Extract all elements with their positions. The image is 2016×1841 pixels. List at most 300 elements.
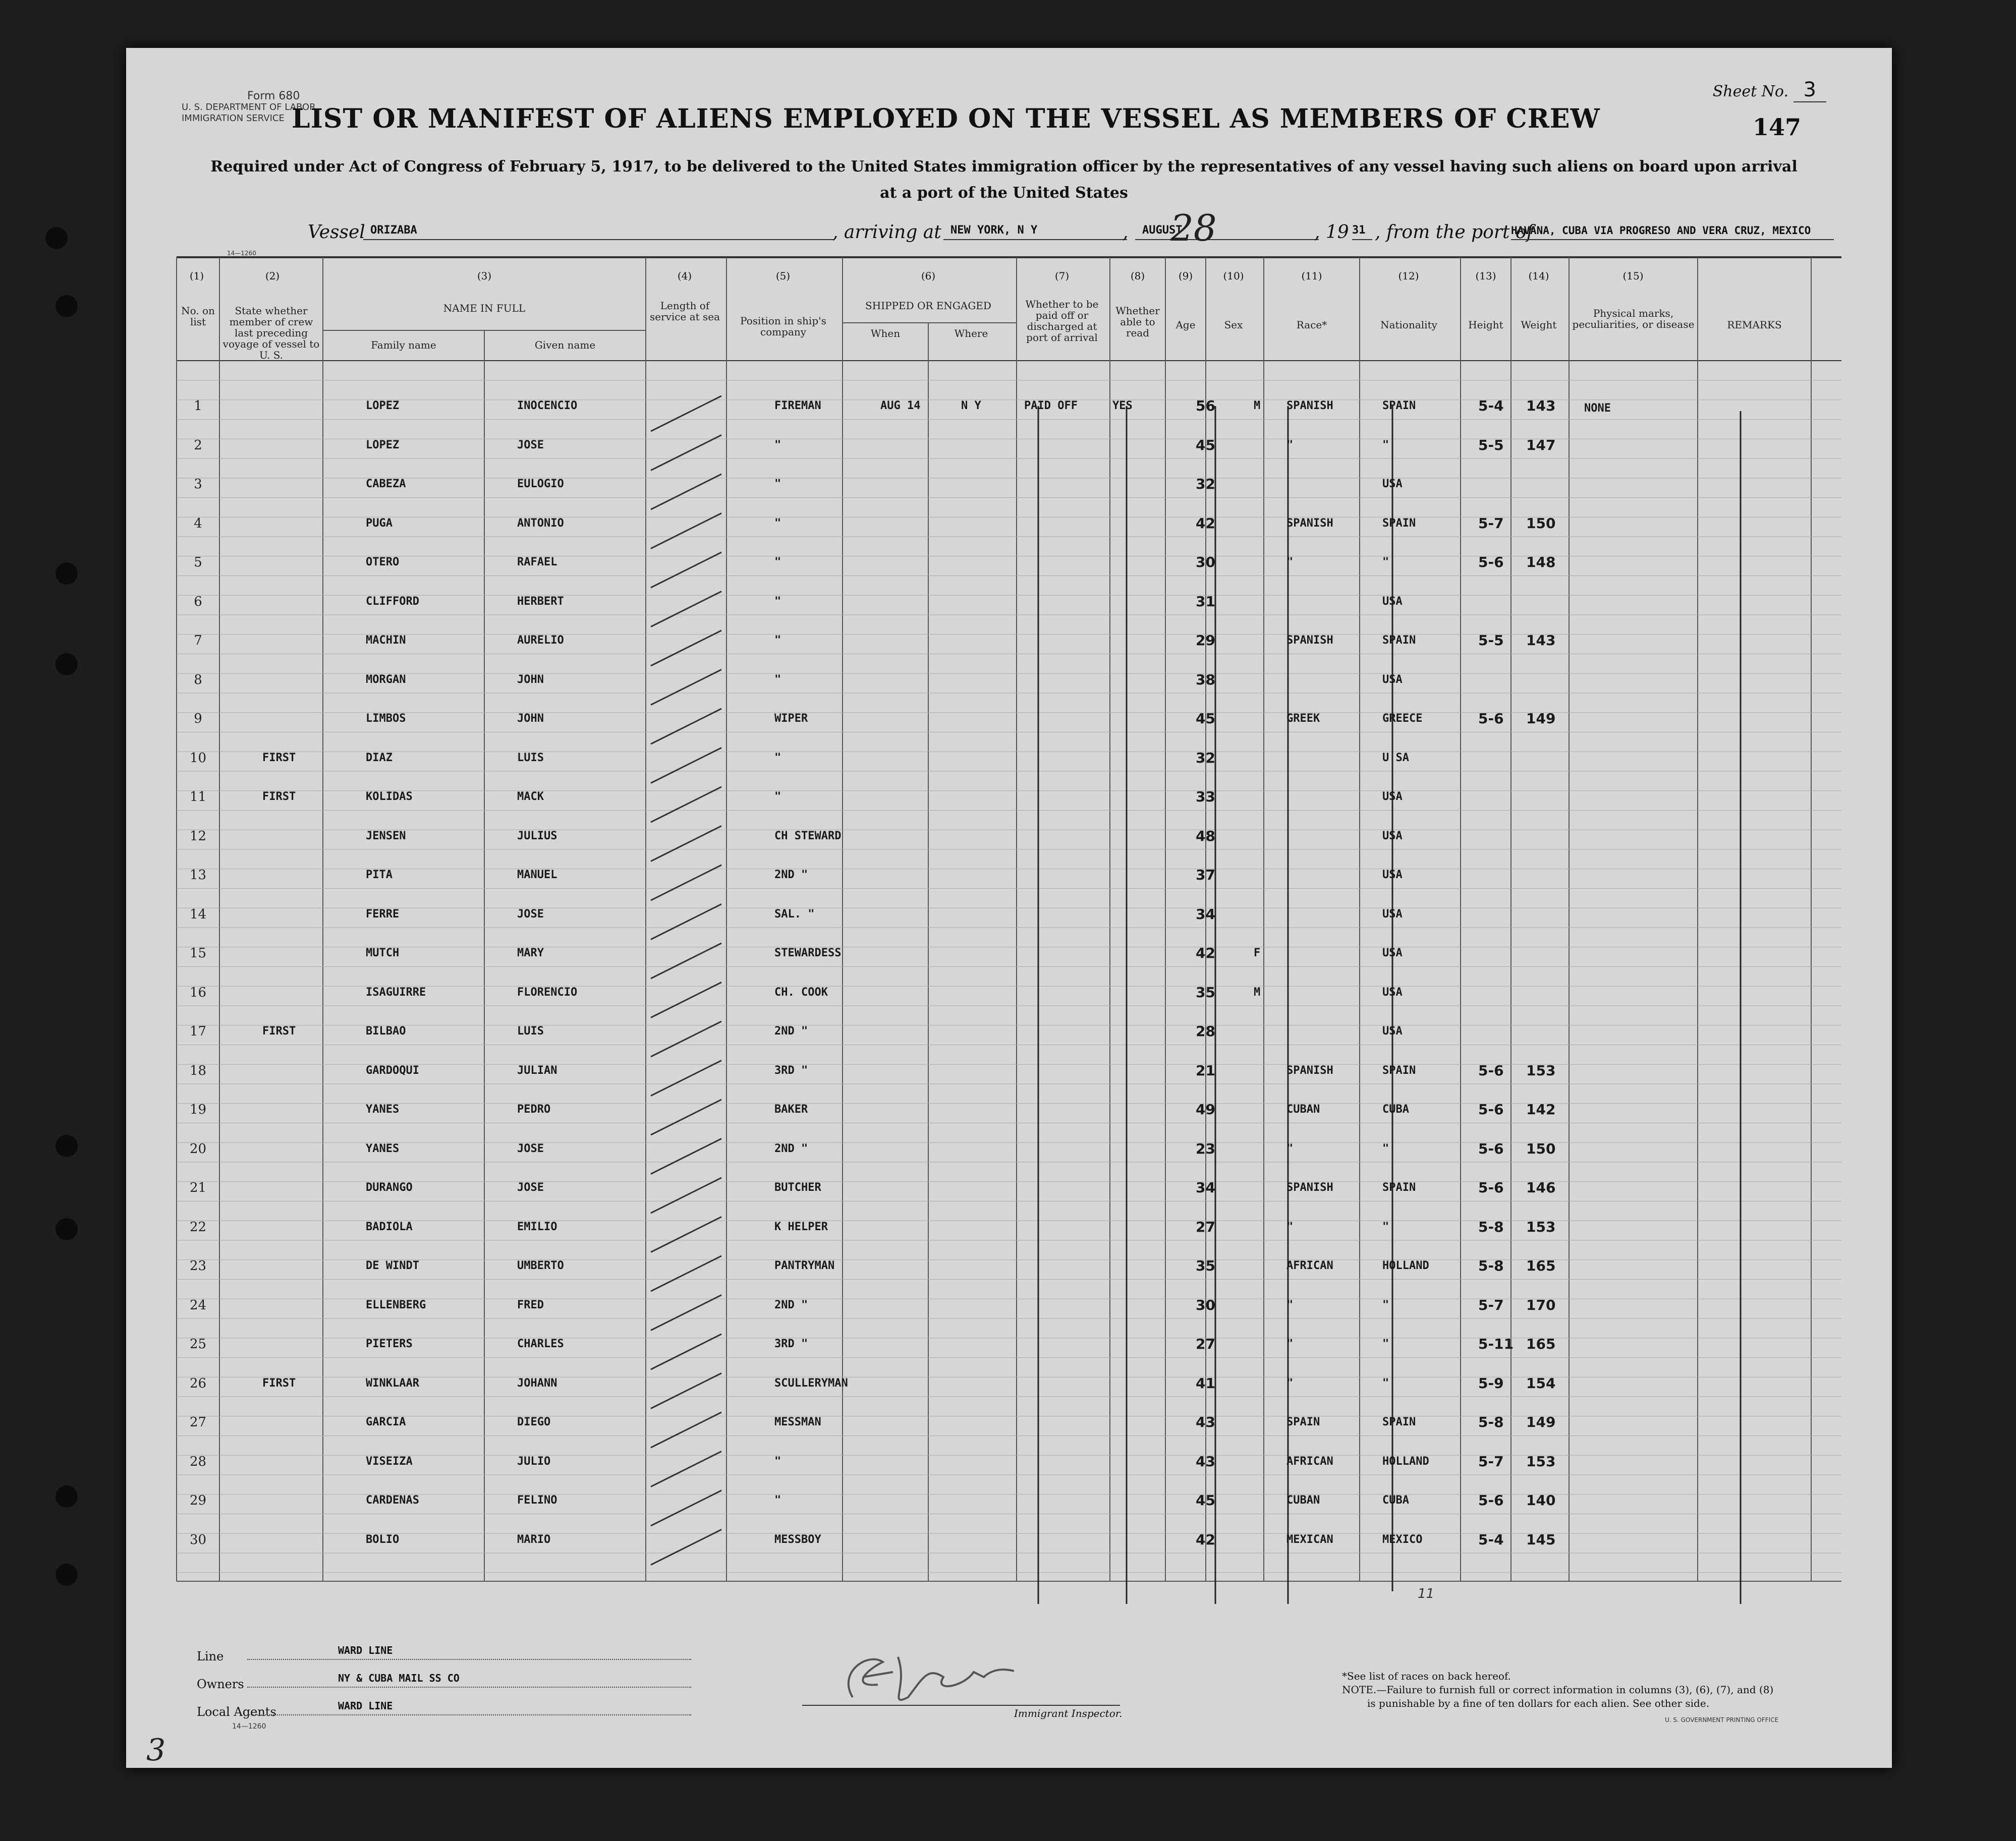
agents-code: 14—1260 (232, 1722, 266, 1731)
length-service-slash (651, 1139, 721, 1174)
row-number: 11 (189, 789, 207, 804)
race-cell: SPANISH (1286, 516, 1333, 530)
length-service-slash (651, 1178, 721, 1213)
height-cell: 5-5 (1478, 632, 1504, 649)
state-cell (262, 1100, 333, 1120)
position-cell: 3RD " (774, 1064, 808, 1077)
weight-cell: 147 (1526, 436, 1556, 453)
sex-cell (1254, 1139, 1274, 1159)
position-cell: MESSBOY (774, 1533, 821, 1546)
from-label: , from the port of (1375, 222, 1533, 243)
state-cell: FIRST (262, 1376, 296, 1390)
punch-hole (55, 295, 78, 317)
race-cell (1286, 865, 1367, 885)
age-cell: 45 (1196, 710, 1215, 727)
weight-cell: 153 (1526, 1062, 1556, 1079)
age-cell: 29 (1196, 632, 1215, 649)
nationality-cell: USA (1382, 829, 1403, 842)
family-name-cell: OTERO (366, 556, 400, 568)
column-number: (8) (1130, 270, 1145, 282)
punch-hole (55, 653, 78, 675)
position-cell: SCULLERYMAN (774, 1376, 848, 1390)
state-cell (262, 904, 333, 925)
age-cell: 48 (1196, 827, 1215, 844)
height-cell (1478, 474, 1514, 494)
header-when: When (870, 327, 901, 339)
given-name-cell: DIEGO (517, 1416, 551, 1428)
race-cell: " (1286, 1220, 1294, 1233)
arriving-port: NEW YORK, N Y (943, 222, 1127, 240)
height-cell: 5-8 (1478, 1257, 1504, 1274)
corner-handwritten-mark: 3 (146, 1733, 166, 1768)
age-cell: 37 (1196, 867, 1215, 883)
weight-cell: 143 (1526, 397, 1556, 414)
sex-cell (1254, 1334, 1274, 1354)
given-name-cell: EULOGIO (517, 478, 564, 490)
shipped-when: AUG 14 (880, 399, 921, 412)
given-name-cell: RAFAEL (517, 556, 557, 568)
age-cell: 35 (1196, 1257, 1215, 1274)
length-service-slash (651, 1295, 721, 1331)
weight-cell: 170 (1526, 1296, 1556, 1313)
sex-cell (1254, 1373, 1274, 1394)
family-name-cell: BADIOLA (366, 1220, 413, 1233)
header-paid-off: Whether to be paid off or discharged at port of arrival (1025, 298, 1099, 343)
able-read-value: YES (1112, 399, 1133, 412)
state-cell (262, 396, 333, 416)
state-cell (262, 826, 333, 846)
position-cell: " (774, 438, 781, 451)
race-cell: AFRICAN (1286, 1259, 1333, 1272)
state-cell (262, 1139, 333, 1159)
length-service-slash (651, 787, 721, 822)
length-service-slash (651, 396, 721, 431)
race-cell: SPANISH (1286, 1064, 1333, 1077)
manifest-sheet (126, 48, 1892, 1768)
weight-cell: 148 (1526, 554, 1556, 570)
position-cell: 2ND " (774, 869, 808, 881)
header-age: Age (1175, 319, 1196, 331)
position-cell: " (774, 516, 781, 530)
age-cell: 23 (1196, 1140, 1215, 1157)
position-cell: " (774, 595, 781, 608)
length-service-slash (651, 1256, 721, 1291)
weight-cell: 142 (1526, 1101, 1556, 1118)
given-name-cell: JOHN (517, 712, 544, 725)
height-cell: 5-8 (1478, 1414, 1504, 1430)
nationality-cell: U SA (1382, 751, 1409, 764)
column-number: (10) (1223, 270, 1244, 282)
arrival-day: 28 (1170, 207, 1217, 249)
nationality-cell: " (1382, 556, 1389, 568)
age-cell: 33 (1196, 788, 1215, 805)
given-name-cell: LUIS (517, 1025, 544, 1038)
header-state-whether: State whether member of crew last preceding voyage of vessel to U. S. (222, 305, 320, 361)
position-cell: STEWARDESS (774, 947, 842, 959)
position-cell: SAL. " (774, 907, 815, 920)
header-no-on-list: No. on list (181, 305, 215, 328)
race-cell: CUBAN (1286, 1103, 1320, 1116)
sex-cell (1254, 787, 1274, 807)
height-cell: 5-8 (1478, 1218, 1504, 1235)
race-cell: " (1286, 1142, 1294, 1155)
height-cell: 5-11 (1478, 1336, 1514, 1352)
given-name-cell: MACK (517, 790, 544, 803)
weight-cell: 140 (1526, 1492, 1556, 1509)
column-number: (15) (1622, 270, 1644, 282)
given-name-cell: HERBERT (517, 595, 564, 608)
sex-cell (1254, 904, 1274, 925)
row-number: 21 (189, 1180, 207, 1195)
age-cell: 49 (1196, 1101, 1215, 1118)
family-name-cell: CLIFFORD (366, 595, 419, 608)
nationality-cell: HOLLAND (1382, 1259, 1429, 1272)
row-number: 16 (189, 985, 207, 1000)
year-prefix: , 19 (1314, 222, 1349, 243)
sheet-label: Sheet No. (1712, 83, 1788, 100)
state-cell (262, 1530, 333, 1550)
sex-cell (1254, 1100, 1274, 1120)
race-cell (1286, 826, 1367, 846)
given-name-cell: EMILIO (517, 1220, 557, 1233)
column-number: (9) (1178, 270, 1193, 282)
given-name-cell: MANUEL (517, 869, 557, 881)
weight-cell: 153 (1526, 1218, 1556, 1235)
column-number: (13) (1475, 270, 1496, 282)
family-name-cell: LOPEZ (366, 438, 400, 451)
weight-cell (1526, 474, 1566, 494)
race-cell: " (1286, 556, 1294, 568)
given-name-cell: PEDRO (517, 1103, 551, 1116)
weight-cell: 150 (1526, 1140, 1556, 1157)
height-cell: 5-7 (1478, 1453, 1504, 1470)
age-cell: 43 (1196, 1453, 1215, 1470)
header-remarks: REMARKS (1727, 319, 1782, 331)
owners-label: Owners (197, 1677, 244, 1691)
nationality-cell: USA (1382, 673, 1403, 686)
row-number: 10 (189, 750, 207, 766)
given-name-cell: JOSE (517, 438, 544, 451)
column-number: (14) (1528, 270, 1549, 282)
weight-cell: 143 (1526, 632, 1556, 649)
sex-cell (1254, 709, 1274, 729)
height-cell (1478, 592, 1514, 612)
position-cell: K HELPER (774, 1220, 828, 1233)
position-cell: CH. COOK (774, 986, 828, 999)
punch-hole (55, 1485, 78, 1508)
height-cell: 5-6 (1478, 1101, 1504, 1118)
height-cell: 5-9 (1478, 1374, 1504, 1392)
height-cell: 5-4 (1478, 1531, 1504, 1548)
length-service-slash (651, 748, 721, 783)
punch-hole (45, 227, 68, 249)
nationality-cell: SPAIN (1382, 1064, 1416, 1077)
height-cell: 5-6 (1478, 1062, 1504, 1079)
family-name-cell: ELLENBERG (366, 1298, 426, 1311)
form-code: 14—1260 (227, 250, 256, 257)
nationality-cell: " (1382, 1220, 1389, 1233)
race-cell: " (1286, 1376, 1294, 1390)
family-name-cell: MACHIN (366, 634, 406, 647)
given-name-cell: JOHANN (517, 1376, 557, 1390)
position-cell: 2ND " (774, 1298, 808, 1311)
length-service-slash (651, 1021, 721, 1057)
header-where: Where (954, 327, 988, 339)
family-name-cell: WINKLAAR (366, 1376, 419, 1390)
nationality-cell: USA (1382, 478, 1403, 490)
weight-cell: 153 (1526, 1453, 1556, 1470)
height-cell: 5-7 (1478, 1296, 1504, 1313)
length-service-slash (651, 592, 721, 627)
column-number: (4) (677, 270, 692, 282)
given-name-cell: MARY (517, 947, 544, 959)
age-cell: 38 (1196, 671, 1215, 688)
sex-cell (1254, 1178, 1274, 1198)
position-cell: " (774, 556, 781, 568)
page-number: 147 (1752, 113, 1801, 141)
family-name-cell: KOLIDAS (366, 790, 413, 803)
age-cell: 27 (1196, 1336, 1215, 1352)
row-number: 13 (189, 868, 207, 883)
length-service-slash (651, 865, 721, 900)
height-cell (1478, 865, 1514, 885)
length-service-slash (651, 1061, 721, 1096)
given-name-cell: CHARLES (517, 1338, 564, 1350)
family-name-cell: BOLIO (366, 1533, 400, 1546)
physical-marks-value: NONE (1584, 402, 1611, 415)
height-cell (1478, 943, 1514, 963)
race-cell: " (1286, 1338, 1294, 1350)
weight-cell: 154 (1526, 1374, 1556, 1392)
state-cell (262, 1490, 333, 1511)
row-number: 12 (189, 828, 207, 844)
family-name-cell: GARCIA (366, 1416, 406, 1428)
race-cell: SPANISH (1286, 634, 1333, 647)
position-cell: CH STEWARD (774, 829, 842, 842)
inspector-signature (832, 1642, 1034, 1712)
header-weight: Weight (1521, 319, 1557, 331)
position-cell: " (774, 478, 781, 490)
nationality-cell: HOLLAND (1382, 1455, 1429, 1468)
column-number: (1) (189, 270, 204, 282)
length-service-slash (651, 1490, 721, 1526)
weight-cell (1526, 592, 1566, 612)
age-cell: 21 (1196, 1062, 1215, 1079)
race-cell (1286, 904, 1367, 925)
race-cell (1286, 983, 1367, 1003)
row-number: 26 (189, 1375, 207, 1391)
height-cell (1478, 748, 1514, 768)
sex-cell (1254, 1061, 1274, 1081)
state-cell (262, 1178, 333, 1198)
age-cell: 45 (1196, 1492, 1215, 1509)
service-name: IMMIGRATION SERVICE (182, 113, 285, 124)
row-number: 25 (189, 1337, 207, 1352)
position-cell: 3RD " (774, 1338, 808, 1350)
weight-cell (1526, 787, 1566, 807)
state-cell: FIRST (262, 751, 296, 764)
age-cell: 32 (1196, 476, 1215, 492)
height-cell (1478, 826, 1514, 846)
inspector-line (802, 1705, 1120, 1706)
header-position: Position in ship's company (740, 315, 826, 338)
note-races: *See list of races on back hereof. (1342, 1670, 1511, 1682)
sex-cell (1254, 670, 1274, 690)
height-cell: 5-6 (1478, 1140, 1504, 1157)
sex-cell (1254, 435, 1274, 455)
punch-hole (55, 1564, 78, 1586)
age-cell: 41 (1196, 1374, 1215, 1392)
length-service-slash (651, 943, 721, 979)
line-value: WARD LINE (247, 1642, 691, 1660)
weight-cell: 165 (1526, 1336, 1556, 1352)
state-cell (262, 1412, 333, 1432)
state-cell (262, 1334, 333, 1354)
form-number: Form 680 (247, 90, 300, 102)
nationality-cell: USA (1382, 1025, 1403, 1038)
family-name-cell: DIAZ (366, 751, 393, 764)
weight-cell (1526, 904, 1566, 925)
nationality-cell: " (1382, 1376, 1389, 1390)
sex-cell (1254, 630, 1274, 651)
position-cell: 2ND " (774, 1142, 808, 1155)
height-cell: 5-5 (1478, 436, 1504, 453)
family-name-cell: YANES (366, 1142, 400, 1155)
row-number: 22 (189, 1219, 207, 1235)
row-number: 1 (194, 398, 202, 414)
row-number: 14 (189, 906, 207, 922)
sheet-number-value: 3 (1794, 78, 1826, 102)
header-name-in-full: NAME IN FULL (443, 302, 526, 314)
age-cell: 56 (1196, 397, 1215, 414)
sex-cell (1254, 748, 1274, 768)
note-failure: NOTE.—Failure to furnish full or correct information in columns (3), (6), (7), and (8) (1342, 1684, 1774, 1696)
state-cell (262, 513, 333, 534)
given-name-cell: ANTONIO (517, 516, 564, 530)
nationality-cell: SPAIN (1382, 1416, 1416, 1428)
length-service-slash (651, 983, 721, 1018)
row-number: 27 (189, 1415, 207, 1430)
nationality-cell: USA (1382, 986, 1403, 999)
race-cell (1286, 592, 1367, 612)
race-cell (1286, 787, 1367, 807)
given-name-cell: JOSE (517, 1142, 544, 1155)
race-cell: " (1286, 1298, 1294, 1311)
sex-cell (1254, 1490, 1274, 1511)
race-cell: GREEK (1286, 712, 1320, 725)
height-cell: 5-7 (1478, 514, 1504, 532)
length-service-slash (651, 513, 721, 549)
weight-cell: 145 (1526, 1531, 1556, 1548)
sex-cell: M (1254, 986, 1261, 999)
weight-cell (1526, 865, 1566, 885)
header-nationality: Nationality (1380, 319, 1437, 331)
given-name-cell: FLORENCIO (517, 986, 578, 999)
length-service-slash (651, 552, 721, 588)
age-cell: 27 (1196, 1218, 1215, 1235)
state-cell (262, 630, 333, 651)
header-height: Height (1468, 319, 1503, 331)
owners-value: NY & CUBA MAIL SS CO (247, 1670, 691, 1688)
height-cell (1478, 787, 1514, 807)
from-port: HAVANA, CUBA VIA PROGRESO AND VERA CRUZ, MEXICO (1511, 222, 1834, 240)
age-cell: 42 (1196, 514, 1215, 532)
length-service-slash (651, 1530, 721, 1565)
race-cell (1286, 474, 1367, 494)
state-cell (262, 983, 333, 1003)
sex-cell (1254, 1021, 1274, 1042)
race-cell: AFRICAN (1286, 1455, 1333, 1468)
sex-cell (1254, 1530, 1274, 1550)
nationality-cell: USA (1382, 790, 1403, 803)
length-service-slash (651, 1334, 721, 1369)
row-number: 15 (189, 946, 207, 961)
age-cell: 34 (1196, 1179, 1215, 1196)
row-number: 20 (189, 1141, 207, 1157)
height-cell (1478, 983, 1514, 1003)
length-service-slash (651, 1452, 721, 1487)
family-name-cell: MUTCH (366, 947, 400, 959)
position-cell: " (774, 751, 781, 764)
given-name-cell: JOHN (517, 673, 544, 686)
height-cell: 5-6 (1478, 710, 1504, 727)
age-cell: 30 (1196, 1296, 1215, 1313)
nationality-cell: " (1382, 1142, 1389, 1155)
row-number: 9 (194, 711, 202, 726)
agents-label: Local Agents (197, 1705, 276, 1719)
sex-cell (1254, 592, 1274, 612)
vessel-line: Vessel ORIZABA , arriving at NEW YORK, N Y , AUGUST 28 , 19 31 , from the port of HAVANA, CUBA VIA PROGRESO AND VERA CRUZ, MEXICO (308, 217, 1836, 247)
race-cell (1286, 748, 1367, 768)
length-service-slash (651, 1217, 721, 1252)
nationality-cell: " (1382, 1338, 1389, 1350)
given-name-cell: LUIS (517, 751, 544, 764)
nationality-cell: GREECE (1382, 712, 1423, 725)
header-family-name: Family name (371, 339, 436, 351)
age-cell: 32 (1196, 749, 1215, 766)
given-name-cell: MARIO (517, 1533, 551, 1546)
column-number: (7) (1054, 270, 1070, 282)
vessel-name: ORIZABA (363, 222, 834, 240)
header-able-read: Whether able to read (1115, 305, 1160, 339)
family-name-cell: VISEIZA (366, 1455, 413, 1468)
given-name-cell: JULIO (517, 1455, 551, 1468)
printer-mark: U. S. GOVERNMENT PRINTING OFFICE (1665, 1716, 1779, 1723)
family-name-cell: CARDENAS (366, 1494, 419, 1507)
sex-cell: F (1254, 947, 1261, 959)
length-service-slash (651, 1100, 721, 1135)
header-physical: Physical marks, peculiarities, or disease (1572, 307, 1695, 330)
weight-cell: 146 (1526, 1179, 1556, 1196)
sex-cell: M (1254, 399, 1261, 412)
header-shipped: SHIPPED OR ENGAGED (865, 300, 991, 312)
row-number: 2 (194, 437, 202, 453)
arrival-month: AUGUST (1135, 222, 1319, 240)
nationality-cell: USA (1382, 869, 1403, 881)
family-name-cell: PITA (366, 869, 393, 881)
state-cell (262, 1256, 333, 1276)
state-cell (262, 1061, 333, 1081)
race-cell (1286, 670, 1367, 690)
given-name-cell: AURELIO (517, 634, 564, 647)
row-number: 3 (194, 477, 202, 492)
page-subtitle: Required under Act of Congress of February 5, 1917, to be delivered to the United States immigration officer by the representatives of any vessel having such aliens on board upon arrival at a port of the United States (210, 158, 1798, 202)
given-name-cell: UMBERTO (517, 1259, 564, 1272)
nationality-cell: CUBA (1382, 1494, 1409, 1507)
weight-cell: 149 (1526, 1414, 1556, 1430)
family-name-cell: FERRE (366, 907, 400, 920)
race-cell: SPANISH (1286, 399, 1333, 412)
